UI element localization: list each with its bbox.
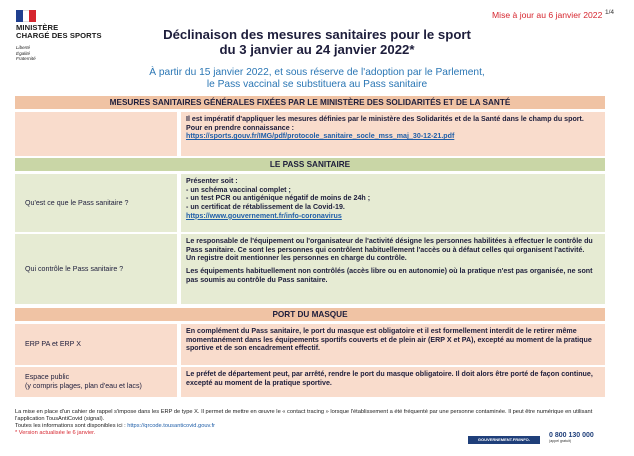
general-measures-text: Il est impératif d'appliquer les mesures définies par le ministère des Solidarités et de la Santé dans le champ du sport. Pour en prendre connaissance : — [186, 115, 584, 132]
subtitle-line-2: le Pass vaccinal se substituera au Pass sanitaire — [206, 79, 428, 91]
general-measures-empty-cell — [15, 112, 177, 156]
ministry-name — [16, 24, 102, 41]
footer-notes — [15, 409, 615, 437]
mask-public-label-cell — [15, 367, 177, 397]
pass-control-label: Qui contrôle le Pass sanitaire ? — [25, 264, 124, 273]
footer-note-info — [15, 423, 615, 430]
footer-note-info-prefix: Toutes les informations sont disponibles ici : — [15, 423, 128, 429]
footer-version-note: * Version actualisée le 6 janvier. — [15, 430, 96, 436]
pass-control-cell — [181, 234, 605, 304]
pass-control-label-cell — [15, 234, 177, 304]
gov-coronavirus-banner[interactable]: GOUVERNEMENT.FR/INFO-CORONAVIRUS — [468, 436, 540, 444]
pass-control-para-3: Les équipements habituellement non contrôlés (accès libre ou en autonomie) où la pratique n'est pas organisée, ne sont pas soumis au contrôle du Pass sanitaire. — [186, 267, 593, 284]
pass-control-para-1: Le responsable de l'équipement ou l'organisateur de l'activité désigne les personnes habilitées à effectuer le contrôle du Pass sanitaire. Ce sont les personnes qui contrôlent habituellement l'accès ou à défaut celles qui organisent l'activité. — [186, 237, 593, 254]
ministry-line-2: CHARGÉ DES SPORTS — [16, 31, 102, 41]
footer-note-tracing: La mise en place d'un cahier de rappel s'impose dans les ERP de type X. Il permet de mettre en œuvre le « contact tracing » lorsque l'établissement a été fréquenté par une personne contaminée. Il peut être numérique en utilisant l'application TousAntiCovid (signal). — [15, 409, 593, 422]
hotline-sub: (appel gratuit) — [549, 439, 572, 443]
section-header-pass-sanitaire: LE PASS SANITAIRE — [15, 158, 605, 171]
section-header-mask: PORT DU MASQUE — [15, 308, 605, 321]
pass-control-para-2: Un registre doit mentionner les personnes en charge du contrôle. — [186, 254, 407, 263]
section-header-general-measures: MESURES SANITAIRES GÉNÉRALES FIXÉES PAR LE MINISTÈRE DES SOLIDARITÉS ET DE LA SANTÉ — [15, 96, 605, 109]
coronavirus-info-link[interactable]: https://www.gouvernement.fr/info-coronavirus — [186, 211, 342, 220]
hotline-number — [549, 432, 594, 444]
motto-egalite: Égalité — [16, 50, 31, 56]
mask-public-cell — [181, 367, 605, 397]
pass-definition-intro: Présenter soit : — [186, 177, 238, 185]
title-line-1: Déclinaison des mesures sanitaires pour le sport — [163, 27, 471, 42]
pass-definition-item: - un test PCR ou antigénique négatif de moins de 24h ; — [186, 194, 371, 203]
mask-erp-cell — [181, 324, 605, 365]
title-line-2: du 3 janvier au 24 janvier 2022* — [219, 41, 415, 57]
french-flag-logo — [16, 10, 36, 22]
mask-erp-text: En complément du Pass sanitaire, le port du masque est obligatoire et il est formellement interdit de le retirer même momentanément dans les équipements sportifs couverts et de plein air (ERP X et PA), excepté au moment de la pratique sportive et de son encadrement effectif. — [186, 327, 592, 353]
mask-public-label-line-2: (y compris plages, plan d'eau et lacs) — [25, 382, 142, 390]
pass-definition-label-cell — [15, 174, 177, 232]
qrcode-link[interactable]: https://qrcode.tousanticovid.gouv.fr — [127, 423, 216, 429]
page-subtitle — [120, 67, 514, 92]
mask-erp-label: ERP PA et ERP X — [25, 340, 81, 348]
mask-public-text: Le préfet de département peut, par arrêté, rendre le port du masque obligatoire. Il doit alors être porté de façon continue, excepté au moment de la pratique sportive. — [186, 370, 593, 387]
motto-fraternite: Fraternité — [16, 56, 36, 62]
update-date: Mise à jour au 6 janvier 2022 — [492, 10, 603, 20]
pass-definition-label: Qu'est ce que le Pass sanitaire ? — [25, 198, 129, 207]
general-measures-cell — [181, 112, 605, 156]
protocol-link[interactable]: https://sports.gouv.fr/IMG/pdf/protocole_sanitaire_socle_mss_maj_30-12-21.pdf — [186, 132, 455, 141]
ministry-line-1: MINISTÈRE — [16, 23, 59, 32]
hotline-phone: 0 800 130 000 — [549, 432, 594, 439]
motto-liberte: Liberté — [16, 45, 31, 50]
pass-definition-item: - un certificat de rétablissement de la Covid-19. — [186, 203, 345, 212]
pass-definition-cell — [181, 174, 605, 232]
subtitle-line-1: À partir du 15 janvier 2022, et sous réserve de l'adoption par le Parlement, — [149, 67, 485, 78]
page-title — [150, 28, 484, 57]
mask-public-label-line-1: Espace public — [25, 373, 70, 381]
mask-public-label — [25, 373, 142, 391]
mask-erp-label-cell — [15, 324, 177, 365]
page-number: 1/4 — [605, 9, 615, 16]
pass-definition-item: - un schéma vaccinal complet ; — [186, 185, 291, 194]
republic-motto — [16, 45, 36, 62]
